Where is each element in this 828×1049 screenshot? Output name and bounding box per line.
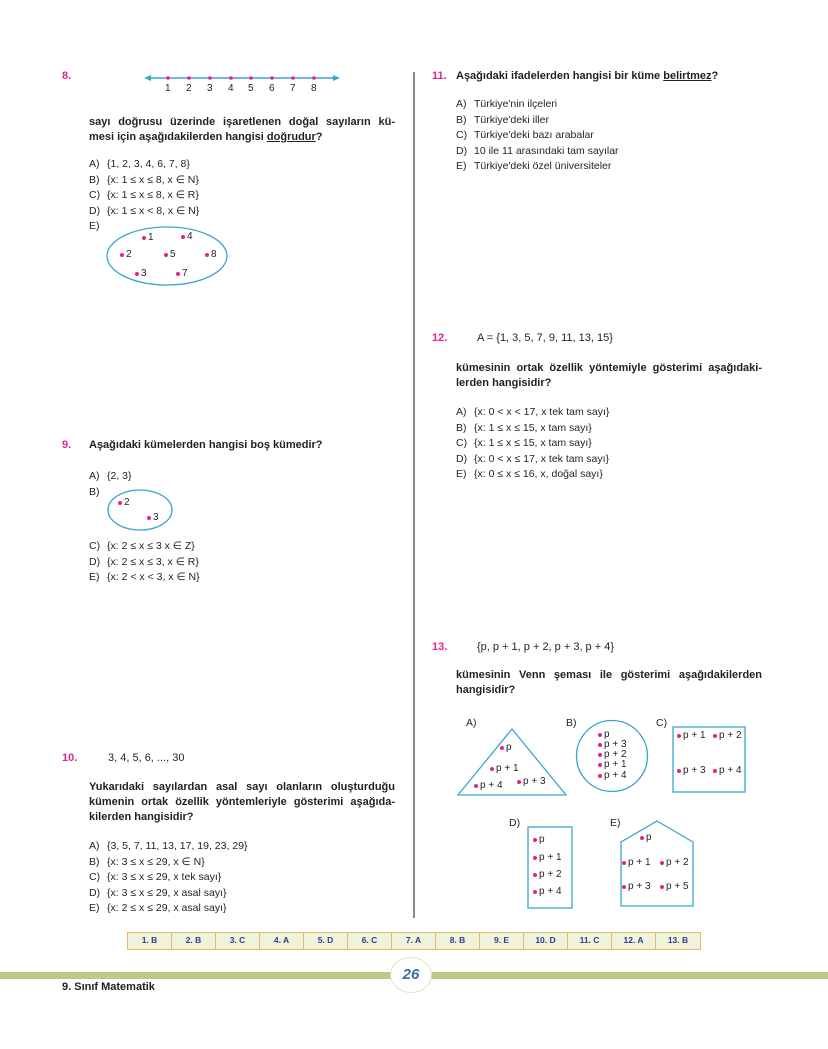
- option-text: {3, 5, 7, 11, 13, 17, 19, 23, 29}: [107, 840, 248, 852]
- answer-cell: 5. D: [304, 933, 348, 949]
- option-text: {x: 0 ≤ x ≤ 16, x, doğal sayı}: [474, 468, 603, 480]
- stem-emphasis: doğrudur: [266, 131, 316, 143]
- option-text: {x: 2 ≤ x ≤ 3 x ∈ Z}: [107, 540, 195, 552]
- option-text: {1, 2, 3, 4, 6, 7, 8}: [107, 158, 190, 170]
- stem-line: Yukarıdaki sayılardan asal sayı olanların oluşturduğu: [89, 781, 395, 793]
- question-stem: [89, 115, 395, 145]
- venn-element: p: [500, 742, 512, 753]
- venn-element: p + 1: [622, 857, 651, 868]
- stem-text: ?: [711, 70, 719, 82]
- book-title: 9. Sınıf Matematik: [62, 981, 155, 993]
- options-list: [89, 539, 200, 586]
- option-a[interactable]: [89, 839, 248, 855]
- stem-emphasis: belirtmez: [663, 70, 712, 82]
- option-label: B): [456, 421, 467, 434]
- stem-line: [89, 130, 395, 145]
- question-stem: [456, 361, 762, 391]
- number-sequence: 3, 4, 5, 6, ..., 30: [108, 752, 185, 764]
- option-b[interactable]: [456, 421, 609, 437]
- option-text: {x: 1 ≤ x ≤ 15, x tam sayı}: [474, 437, 592, 449]
- option-label: D): [456, 144, 468, 157]
- tick-label: 1: [165, 83, 171, 94]
- venn-triangle: [456, 727, 568, 797]
- option-label: D): [89, 886, 101, 899]
- option-text: {x: 1 ≤ x ≤ 8, x ∈ R}: [107, 189, 199, 201]
- option-text: {x: 0 < x < 17, x tek tam sayı}: [474, 406, 610, 418]
- option-c[interactable]: [89, 539, 200, 555]
- option-text: {x: 1 ≤ x ≤ 15, x tam sayı}: [474, 421, 592, 434]
- option-text: 10 ile 11 arasındaki tam sayılar: [474, 144, 619, 157]
- venn-element: p + 3: [517, 776, 546, 787]
- tick-label: 2: [186, 83, 192, 94]
- option-text: {x: 3 ≤ x ≤ 29, x asal sayı}: [107, 886, 227, 899]
- answer-cell: 12. A: [612, 933, 656, 949]
- stem-text: mesi için aşağıdakilerden hangisi: [89, 131, 267, 143]
- option-label: E): [610, 817, 621, 829]
- option-d[interactable]: [456, 452, 609, 468]
- venn-element: 2: [120, 249, 132, 260]
- option-text: {x: 2 ≤ x ≤ 3, x ∈ R}: [107, 555, 199, 568]
- option-label: A): [466, 717, 477, 729]
- option-d[interactable]: [89, 204, 199, 220]
- tick-label: 7: [290, 83, 296, 94]
- option-d[interactable]: [89, 555, 200, 571]
- venn-element: 8: [205, 249, 217, 260]
- stem-line: lerden hangisidir?: [456, 377, 552, 389]
- options-list: [89, 157, 199, 235]
- stem-line: kümesinin ortak özellik yöntemiyle gösterimi aşağıdaki-: [456, 362, 762, 374]
- answer-cell: 6. C: [348, 933, 392, 949]
- stem-text: Aşağıdaki ifadelerden hangisi bir küme: [456, 70, 664, 82]
- option-b[interactable]: [456, 113, 619, 129]
- option-label: B): [566, 717, 577, 729]
- question-stem: [456, 668, 762, 698]
- option-text: {2, 3}: [107, 470, 132, 482]
- option-label: E): [89, 902, 100, 914]
- venn-ellipse: [106, 489, 174, 531]
- option-label: D): [89, 204, 101, 217]
- option-label: A): [89, 840, 100, 852]
- option-text: {x: 1 ≤ x ≤ 8, x ∈ N}: [107, 173, 199, 186]
- question-number: 8.: [62, 70, 72, 82]
- answer-cell: 4. A: [260, 933, 304, 949]
- venn-element: 4: [181, 231, 193, 242]
- venn-element: p: [598, 730, 610, 740]
- option-label: A): [456, 98, 467, 110]
- options-list: [456, 97, 619, 175]
- venn-element: p + 2: [713, 730, 742, 741]
- option-text: Türkiye'nin ilçeleri: [474, 98, 558, 110]
- venn-element: p + 1: [490, 763, 519, 774]
- option-label: C): [89, 871, 101, 883]
- option-label: D): [456, 452, 468, 465]
- option-c[interactable]: [456, 128, 619, 144]
- option-c[interactable]: [89, 188, 199, 204]
- option-label: D): [509, 817, 521, 829]
- answer-cell: 13. B: [667, 935, 689, 945]
- option-c[interactable]: [89, 870, 248, 886]
- option-label: C): [89, 540, 101, 552]
- answer-cell: 10. D: [524, 933, 568, 949]
- option-e[interactable]: [89, 901, 248, 917]
- column-divider: [413, 72, 415, 918]
- option-a[interactable]: [456, 97, 619, 113]
- tick-label: 4: [228, 83, 234, 94]
- venn-element: p: [640, 832, 652, 843]
- tick-label: 6: [269, 83, 275, 94]
- question-stem: Aşağıdaki kümelerden hangisi boş kümedir?: [89, 439, 323, 451]
- option-label: A): [89, 158, 100, 170]
- question-number: 11.: [432, 70, 447, 82]
- option-e[interactable]: [456, 467, 609, 483]
- answer-cell: 2. B: [172, 933, 216, 949]
- option-label: A): [456, 406, 467, 418]
- answer-cell: 11. C: [568, 933, 612, 949]
- option-c[interactable]: [456, 436, 609, 452]
- option-text: {x: 2 ≤ x ≤ 29, x asal sayı}: [107, 902, 227, 914]
- venn-element: 2: [118, 497, 130, 508]
- option-label: C): [89, 189, 101, 201]
- option-label: B): [89, 485, 100, 498]
- venn-element: p + 4: [598, 771, 627, 781]
- answer-cell: 1. B: [128, 933, 172, 949]
- option-text: Türkiye'deki iller: [474, 113, 549, 126]
- options-list: [89, 839, 248, 917]
- venn-element: 5: [164, 249, 176, 260]
- tick-label: 3: [207, 83, 213, 94]
- answer-cell: 9. E: [480, 933, 524, 949]
- stem-line: kümenin ortak özellik yöntemleriyle gösterimi aşağıda-: [89, 796, 395, 808]
- venn-element: p + 5: [660, 881, 689, 892]
- option-label: E): [456, 160, 467, 172]
- option-text: {x: 2 < x < 3, x ∈ N}: [107, 571, 200, 583]
- question-number: 13.: [432, 641, 448, 653]
- answer-cell: 3. C: [216, 933, 260, 949]
- option-e[interactable]: [456, 159, 619, 175]
- stem-line: sayı doğrusu üzerinde işaretlenen doğal sayıların kü-: [89, 116, 395, 128]
- tick-label: 8: [311, 83, 317, 94]
- venn-element: p + 4: [533, 886, 562, 897]
- option-d[interactable]: [456, 144, 619, 160]
- option-label: E): [89, 571, 100, 583]
- venn-element: p: [533, 834, 545, 845]
- option-text: {x: 0 < x ≤ 17, x tek tam sayı}: [474, 452, 610, 465]
- question-number: 10.: [62, 752, 78, 764]
- option-a[interactable]: [89, 469, 132, 485]
- venn-element: p + 4: [474, 780, 503, 791]
- venn-element: p + 4: [713, 765, 742, 776]
- question-number: 12.: [432, 332, 448, 344]
- option-label: E): [89, 220, 100, 232]
- option-text: {x: 3 ≤ x ≤ 29, x tek sayı}: [107, 871, 222, 883]
- venn-element: p + 1: [677, 730, 706, 741]
- answer-cell: 8. B: [436, 933, 480, 949]
- venn-element: p + 3: [598, 740, 627, 750]
- venn-element: p + 2: [598, 750, 627, 760]
- page-number: 26: [390, 957, 432, 993]
- answer-key: [127, 932, 701, 950]
- option-label: A): [89, 470, 100, 482]
- option-d[interactable]: [89, 886, 248, 902]
- option-b[interactable]: [89, 855, 248, 871]
- option-e[interactable]: [89, 570, 200, 586]
- venn-element: p + 3: [622, 881, 651, 892]
- option-label: B): [89, 855, 100, 868]
- venn-element: 7: [176, 268, 188, 279]
- stem-line: hangisidir?: [456, 684, 516, 696]
- stem-text: ?: [315, 131, 323, 143]
- stem-line: kümesinin Venn şeması ile gösterimi aşağıdakilerden: [456, 669, 762, 681]
- option-label: C): [456, 129, 468, 141]
- option-a[interactable]: [456, 405, 609, 421]
- venn-element: 3: [147, 512, 159, 523]
- option-label: E): [456, 468, 467, 480]
- option-text: {x: 1 ≤ x < 8, x ∈ N}: [107, 204, 200, 217]
- option-label: B): [456, 113, 467, 126]
- venn-element: 3: [135, 268, 147, 279]
- question-stem: [456, 69, 718, 84]
- option-label: C): [456, 437, 468, 449]
- set-definition: {p, p + 1, p + 2, p + 3, p + 4}: [477, 641, 615, 653]
- venn-element: p + 3: [677, 765, 706, 776]
- option-label: D): [89, 555, 101, 568]
- venn-element: p + 1: [533, 852, 562, 863]
- option-label: B): [89, 173, 100, 186]
- stem-line: kilerden hangisidir?: [89, 811, 194, 823]
- venn-element: p + 2: [533, 869, 562, 880]
- set-definition: A = {1, 3, 5, 7, 9, 11, 13, 15}: [477, 332, 613, 344]
- option-label: C): [656, 717, 668, 729]
- venn-element: 1: [142, 232, 154, 243]
- option-text: Türkiye'deki bazı arabalar: [474, 129, 594, 141]
- answer-cell: 7. A: [392, 933, 436, 949]
- option-text: {x: 3 ≤ x ≤ 29, x ∈ N}: [107, 855, 205, 868]
- option-text: Türkiye'deki özel üniversiteler: [474, 160, 612, 172]
- option-a[interactable]: [89, 157, 199, 173]
- tick-label: 5: [248, 83, 254, 94]
- question-number: 9.: [62, 439, 72, 451]
- options-list: [456, 405, 609, 483]
- question-stem: [89, 780, 395, 825]
- option-b[interactable]: [89, 173, 199, 189]
- venn-element: p + 1: [598, 760, 627, 770]
- venn-element: p + 2: [660, 857, 689, 868]
